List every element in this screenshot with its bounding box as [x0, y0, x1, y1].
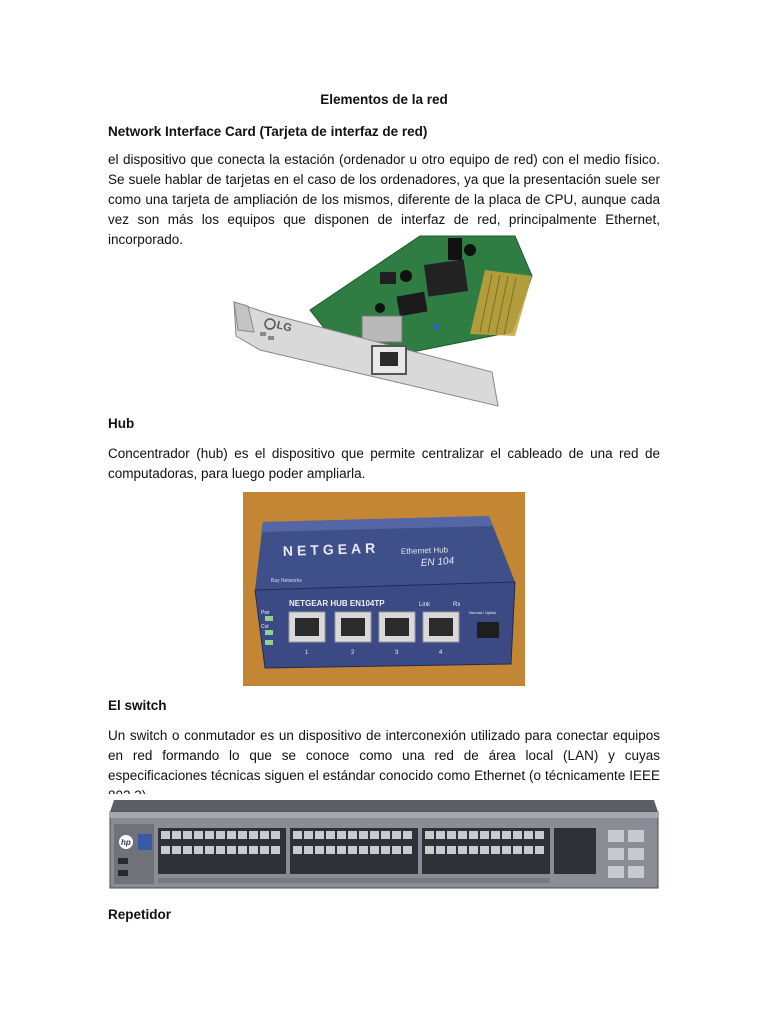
hub-top-brand: NETGEAR [282, 539, 380, 559]
page-title: Elementos de la red [320, 92, 448, 107]
network-card-image [230, 232, 536, 408]
hub-top-label: Ethernet Hub [400, 545, 449, 556]
hub-front-label: NETGEAR HUB EN104TP [289, 599, 385, 608]
lg-logo-text: LG [275, 319, 294, 335]
switch-label-plate [138, 834, 152, 850]
section-heading-nic: Network Interface Card (Tarjeta de interfaz de red) [108, 124, 428, 139]
hub-pwr-label: Pwr [261, 610, 270, 616]
hp-logo: hp [121, 838, 131, 847]
hub-col-led [265, 630, 273, 635]
hub-led-3 [265, 640, 273, 645]
hub-link-label: Link [419, 602, 431, 608]
hub-port-4: 4 [439, 650, 443, 656]
hub-port-2: 2 [351, 650, 355, 656]
hub-top-model: EN 104 [420, 555, 455, 569]
section-text-hub: Concentrador (hub) es el dispositivo que permite centralizar el cableado de una red de computadoras, para luego poder ampliarla. [108, 446, 660, 481]
hub-image [243, 492, 525, 686]
hub-rx-label: Rx [453, 602, 461, 608]
hub-vendor: Bay Networks [271, 578, 302, 584]
section-heading-repeater: Repetidor [108, 907, 172, 922]
switch-image [108, 794, 660, 892]
hub-port-1: 1 [305, 650, 309, 656]
hub-port-3: 3 [395, 650, 399, 656]
hub-switch-label: Normal / Uplink [469, 610, 497, 615]
hub-pwr-led [265, 616, 273, 621]
section-text-switch: Un switch o conmutador es un dispositivo de interconexión utilizado para conectar equipos en red formando lo que se conoce como una red de área local (LAN) y cuyas especificaciones técnicas siguen el estándar conocido como Ethernet (o técnicamente IEEE [108, 728, 660, 783]
section-heading-hub: Hub [108, 416, 135, 431]
hub-uplink-switch [477, 622, 499, 638]
section-heading-switch: El switch [108, 698, 167, 713]
section-text-nic: el dispositivo que conecta la estación (ordenador u otro equipo de red) con el medio físico. Se suele hablar de tarjetas en el caso de los ordenadores, ya que la presentación suele ser como una tarjeta de ampliación de los mismos, diferente de la placa de CPU, aunque cada vez son más los equipos que disponen de interfaz de red, principalmente Ethernet, incorporado. [108, 152, 660, 247]
hub-col-label: Col [261, 624, 269, 630]
